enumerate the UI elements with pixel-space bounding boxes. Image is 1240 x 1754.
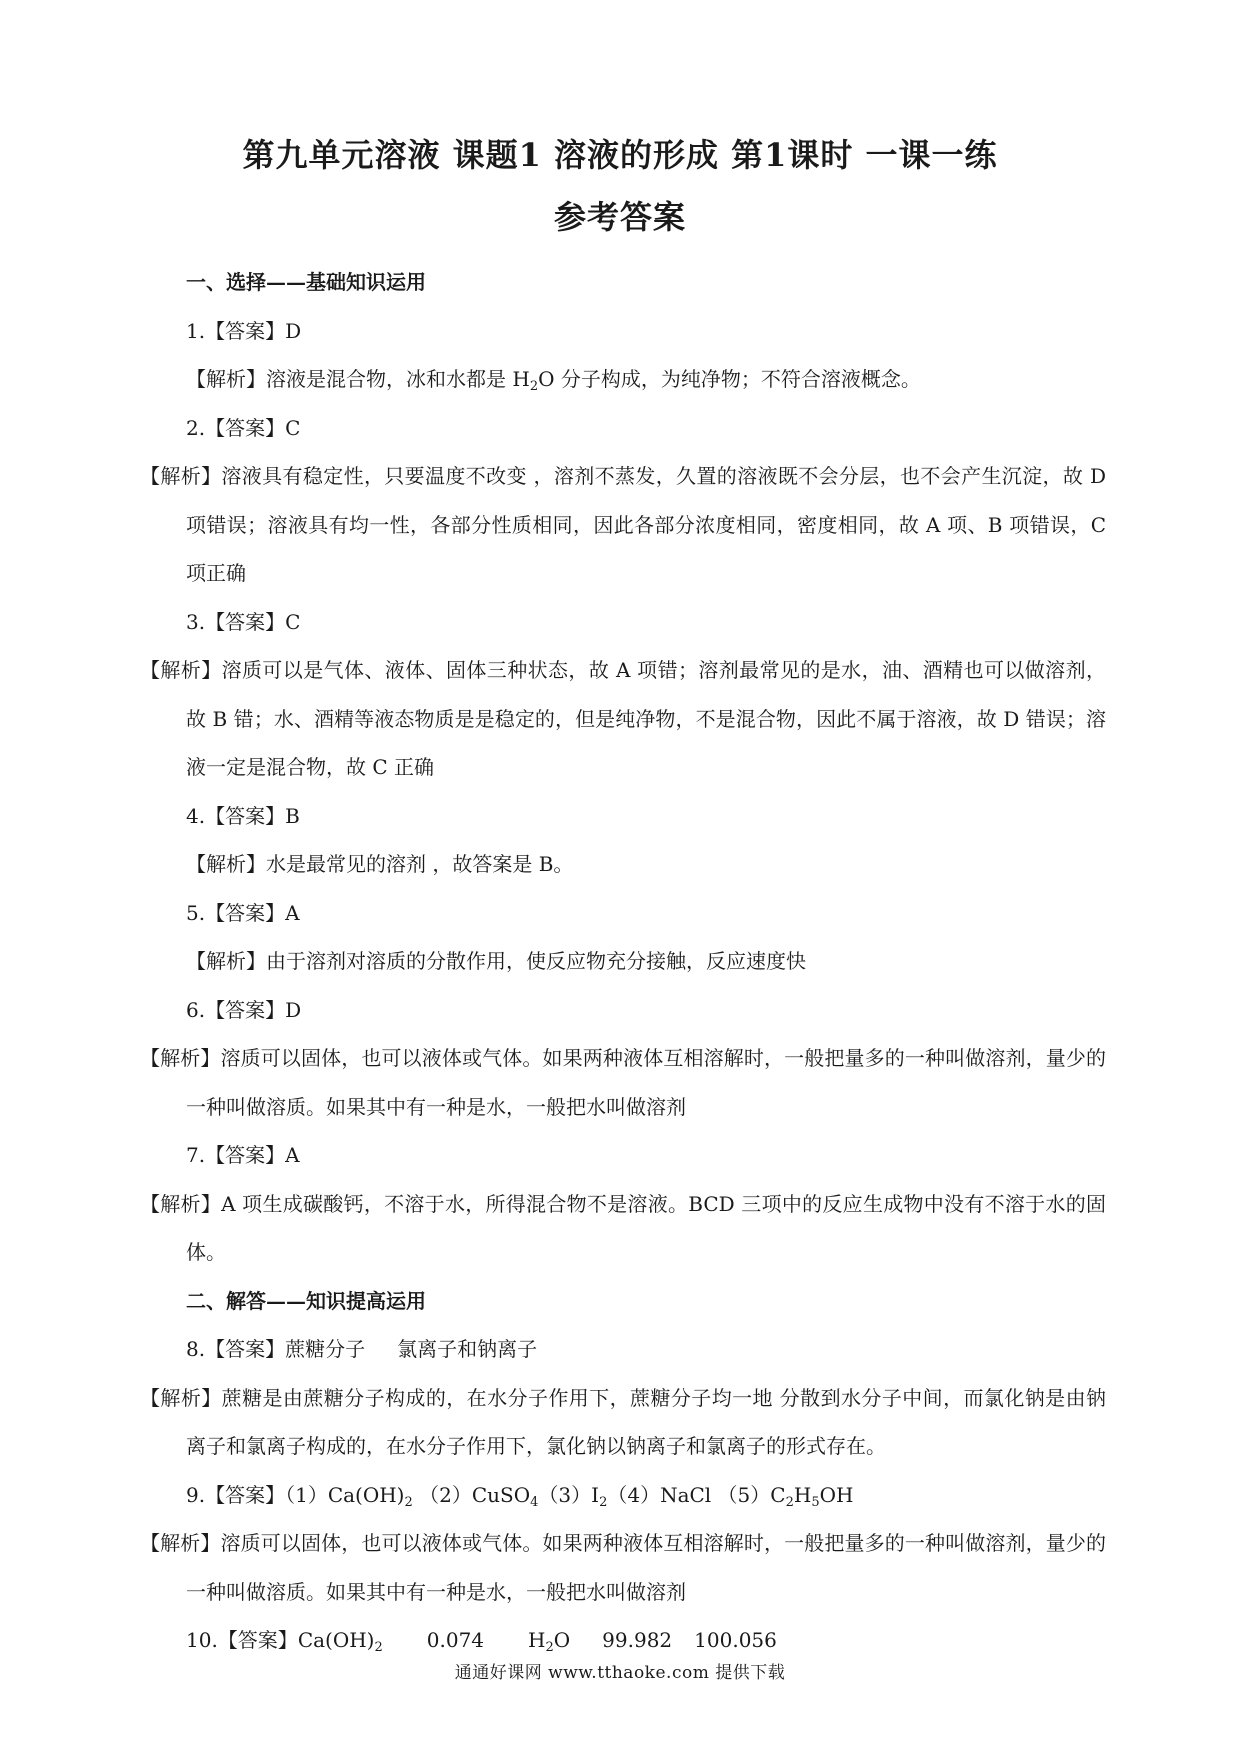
analysis-1-subscript: 2 <box>529 379 539 394</box>
answer-line-7: 7.【答案】A <box>186 1143 300 1167</box>
answer-line-8 <box>186 1325 1106 1374</box>
answer-9-label: 9.【答案】 <box>186 1482 286 1507</box>
analysis-3: 【解析】溶质可以是气体、液体、固体三种状态，故 A 项错；溶剂最常见的是水，油、酒精也可以做溶剂，故 B 错；水、酒精等液态物质是是稳定的，但是纯净物，不是混合物，因此不属于溶液，故 D 错误；溶液一定是混合物，故 C 正确 <box>140 658 1106 779</box>
analysis-7: 【解析】A 项生成碳酸钙，不溶于水，所得混合物不是溶液。BCD 三项中的反应生成物中没有不溶于水的固体。 <box>140 1191 1106 1264</box>
answer-8-part-2: 氯离子和钠离子 <box>397 1337 538 1361</box>
answer-9-sub: 2 <box>599 1494 608 1510</box>
answer-9-part: （3）I <box>538 1482 600 1507</box>
section-heading-2: 二、解答——知识提高运用 <box>186 1288 426 1313</box>
answer-line-5: 5.【答案】A <box>186 900 300 925</box>
answer-9-part: （2）CuSO <box>412 1482 531 1507</box>
analysis-2: 【解析】溶液具有稳定性，只要温度不改变 ，溶剂不蒸发，久置的溶液既不会分层，也不会产生沉淀，故 D 项错误；溶液具有均一性，各部分性质相同，因此各部分浓度相同，密度相同，故 A 项、B 项错误，C 项正确 <box>140 464 1106 585</box>
answer-9-sub: 2 <box>785 1494 794 1510</box>
answer-10-value-2: 99.982 <box>602 1628 673 1652</box>
answer-9-part: H <box>793 1482 812 1507</box>
analysis-1-prefix: 【解析】溶液是混合物，冰和水都是 H <box>186 367 530 391</box>
answer-10-formula-2: H <box>528 1628 546 1652</box>
answer-10-formula-1: Ca(OH) <box>297 1628 375 1652</box>
answer-line-6: 6.【答案】D <box>186 997 302 1022</box>
answer-9-part: （1）Ca(OH) <box>285 1482 405 1507</box>
answer-line-3: 3.【答案】C <box>186 609 301 634</box>
analysis-9: 【解析】溶质可以固体，也可以液体或气体。如果两种液体互相溶解时，一般把量多的一种叫做溶剂，量少的一种叫做溶质。如果其中有一种是水，一般把水叫做溶剂 <box>140 1531 1106 1604</box>
analysis-6: 【解析】溶质可以固体，也可以液体或气体。如果两种液体互相溶解时，一般把量多的一种叫做溶剂，量少的一种叫做溶质。如果其中有一种是水，一般把水叫做溶剂 <box>140 1046 1106 1119</box>
analysis-1 <box>186 355 1106 404</box>
answer-line-9 <box>186 1471 1106 1520</box>
analysis-5: 【解析】由于溶剂对溶质的分散作用，使反应物充分接触，反应速度快 <box>186 949 806 973</box>
answer-9-sub: 2 <box>404 1494 413 1510</box>
analysis-4: 【解析】水是最常见的溶剂 ，故答案是 B。 <box>186 852 574 876</box>
analysis-1-suffix: O 分子构成，为纯净物；不符合溶液概念。 <box>538 367 921 391</box>
answer-10-sub: 2 <box>545 1640 554 1655</box>
answer-10-value-1: 0.074 <box>426 1628 485 1652</box>
answer-line-1: 1.【答案】D <box>186 318 302 343</box>
answer-line-2: 2.【答案】C <box>186 415 301 440</box>
answer-9-part: （4）NaCl （5）C <box>607 1482 786 1507</box>
analysis-8: 【解析】蔗糖是由蔗糖分子构成的，在水分子作用下，蔗糖分子均一地 分散到水分子中间，而氯化钠是由钠离子和氯离子构成的，在水分子作用下，氯化钠以钠离子和氯离子的形式存在。 <box>140 1385 1106 1458</box>
answer-8-part-1: 8.【答案】蔗糖分子 <box>186 1337 366 1361</box>
page-footer: 通通好课网 www.tthaoke.com 提供下载 <box>454 1663 786 1683</box>
answer-content <box>140 258 1106 1665</box>
answer-9-sub: 4 <box>530 1494 539 1510</box>
answer-10-value-3: 100.056 <box>694 1628 777 1652</box>
answer-9-part: OH <box>819 1482 854 1507</box>
answer-line-4: 4.【答案】B <box>186 803 300 828</box>
answer-9-sub: 5 <box>811 1494 820 1510</box>
section-heading-1: 一、选择——基础知识运用 <box>186 270 426 294</box>
answer-10-label: 10.【答案】 <box>186 1628 298 1652</box>
page-subtitle: 参考答案 <box>553 198 686 236</box>
answer-10-formula-2b: O <box>553 1628 571 1652</box>
page-title: 第九单元溶液 课题1 溶液的形成 第1课时 一课一练 <box>242 136 998 174</box>
answer-10-sub: 2 <box>374 1640 383 1655</box>
